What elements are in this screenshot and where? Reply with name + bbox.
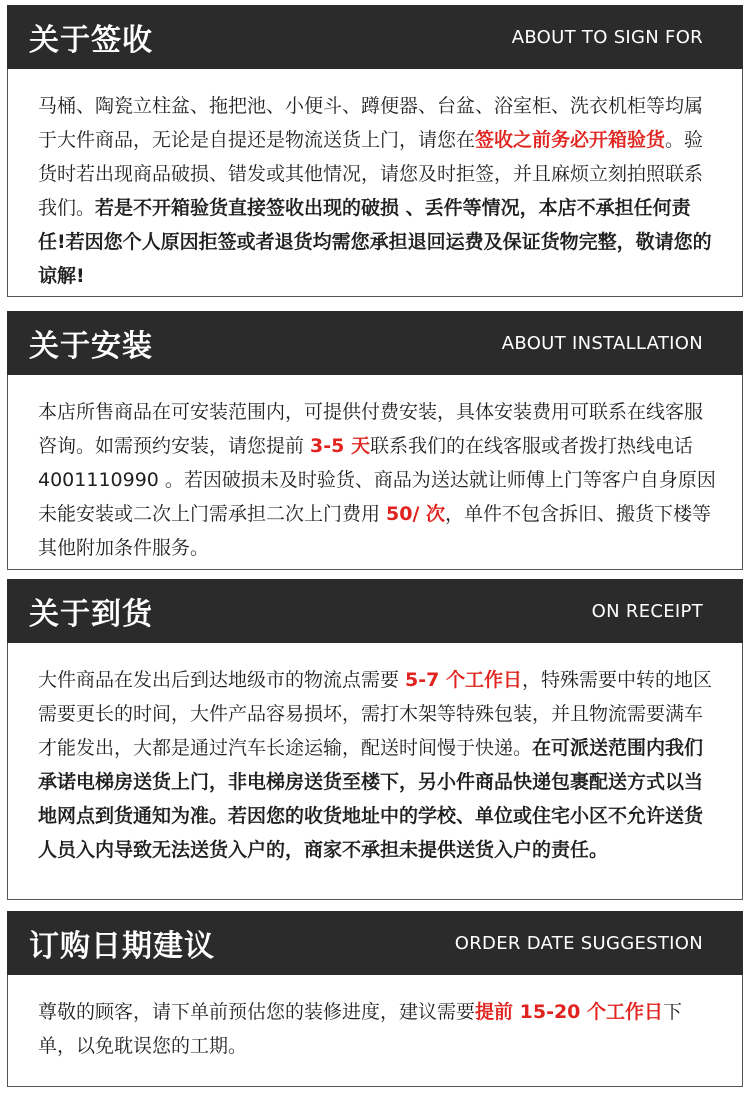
text-normal: 联系我们的在线客服或者拨打热线电话 4001110990 。若因破损未及时验货、商品为送达就让师傅上门等客户自身原因未能安装或二次上门需承担二次上门费用 xyxy=(38,435,716,525)
section-subtitle: ORDER DATE SUGGESTION xyxy=(454,932,703,954)
text-normal: 下单，以免耽误您的工期。 xyxy=(38,1001,683,1057)
text-normal: 。验货时若出现商品破损、错发或其他情况，请您及时拒签，并且麻烦立刻拍照联系我们。 xyxy=(38,129,704,219)
text-normal: 尊敬的顾客，请下单前预估您的装修进度，建议需要 xyxy=(38,1001,476,1023)
section-header xyxy=(7,5,743,69)
section-subtitle: ABOUT INSTALLATION xyxy=(501,332,703,354)
text-highlight-red: 提前 15-20 个工作日 xyxy=(475,1001,664,1023)
section-sign-for xyxy=(7,5,743,297)
section-order-date xyxy=(7,911,743,1087)
section-title: 关于安装 xyxy=(29,329,153,364)
section-text xyxy=(38,663,716,867)
section-subtitle: ON RECEIPT xyxy=(591,600,703,622)
text-normal: ，单件不包含拆旧、搬货下楼等其他附加条件服务。 xyxy=(38,503,712,559)
section-title: 关于签收 xyxy=(29,23,153,58)
section-body xyxy=(7,375,743,570)
section-text xyxy=(38,395,716,565)
text-highlight-red: 50/ 次 xyxy=(386,503,446,525)
section-header xyxy=(7,911,743,975)
section-body xyxy=(7,643,743,900)
section-title: 关于到货 xyxy=(29,597,153,632)
section-installation xyxy=(7,311,743,570)
text-normal: ，特殊需要中转的地区需要更长的时间，大件产品容易损坏，需打木架等特殊包装，并且物流需要满车才能发出，大都是通过汽车长途运输，配送时间慢于快递。 xyxy=(38,669,713,759)
section-title: 订购日期建议 xyxy=(29,929,215,964)
section-header xyxy=(7,311,743,375)
section-receipt xyxy=(7,579,743,900)
text-highlight-red: 5-7 个工作日 xyxy=(405,669,522,691)
text-bold: 在可派送范围内我们承诺电梯房送货上门，非电梯房送货至楼下，另小件商品快递包裹配送方式以当地网点到货通知为准。若因您的收货地址中的学校、单位或住宅小区不允许送货人员入内导致无法送货入户的，商家不承担未提供送货入户的责任。 xyxy=(38,737,704,861)
text-normal: 本店所售商品在可安装范围内，可提供付费安装，具体安装费用可联系在线客服咨询。如需预约安装，请您提前 xyxy=(38,401,704,457)
section-text xyxy=(38,89,716,293)
text-normal: 马桶、陶瓷立柱盆、拖把池、小便斗、蹲便器、台盆、浴室柜、洗衣机柜等均属于大件商品，无论是自提还是物流送货上门，请您在 xyxy=(38,95,704,151)
text-normal: 大件商品在发出后到达地级市的物流点需要 xyxy=(38,669,406,691)
section-subtitle: ABOUT TO SIGN FOR xyxy=(511,26,703,48)
section-body xyxy=(7,975,743,1087)
text-highlight-red: 签收之前务必开箱验货 xyxy=(475,129,666,151)
section-text xyxy=(38,995,716,1063)
section-header xyxy=(7,579,743,643)
text-bold: 若是不开箱验货直接签收出现的破损 、丢件等情况，本店不承担任何责任!若因您个人原因拒签或者退货均需您承担退回运费及保证货物完整，敬请您的谅解! xyxy=(38,197,712,287)
section-body xyxy=(7,69,743,297)
text-highlight-red: 3-5 天 xyxy=(310,435,370,457)
